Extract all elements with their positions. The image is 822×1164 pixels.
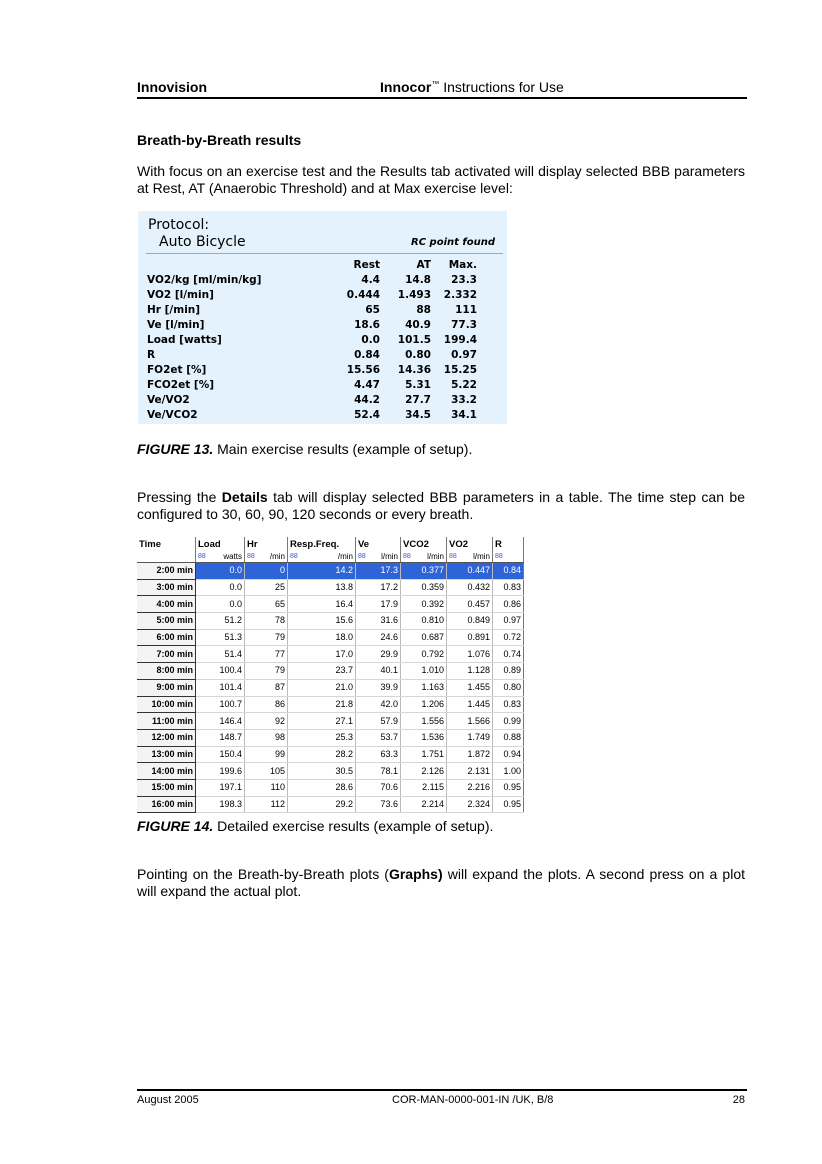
value-cell: 1.536	[401, 729, 447, 746]
value-cell: 197.1	[196, 779, 245, 796]
value-cell: 1.163	[401, 679, 447, 696]
value-cell: 86	[245, 696, 288, 713]
value-cell: 1.445	[447, 696, 493, 713]
value-cell: 1.751	[401, 746, 447, 763]
unit-label: /min	[337, 552, 353, 561]
value-cell: 0.0	[196, 596, 245, 613]
column-header[interactable]: Hr	[245, 537, 288, 552]
value-cell: 0.94	[493, 746, 524, 763]
value-cell: 0.84	[493, 563, 524, 580]
value-cell: 0.359	[401, 579, 447, 596]
column-header[interactable]: Time	[139, 539, 162, 550]
value-cell: 92	[245, 713, 288, 730]
results-row	[147, 303, 477, 318]
value-cell: 199.6	[196, 763, 245, 780]
parameter-value: 77.3	[451, 319, 477, 331]
figure13-text: Main exercise results (example of setup).	[213, 441, 473, 457]
sort-marker-icon[interactable]: 88	[403, 553, 411, 560]
results-header-row	[147, 258, 477, 273]
table-row[interactable]	[137, 579, 524, 596]
details-units-row	[137, 552, 524, 563]
value-cell: 0.377	[401, 563, 447, 580]
parameter-value: 4.47	[354, 379, 380, 391]
time-cell[interactable]: 8:00 min	[137, 663, 196, 680]
value-cell: 148.7	[196, 729, 245, 746]
parameter-value: 199.4	[443, 334, 477, 346]
value-cell: 98	[245, 729, 288, 746]
value-cell: 146.4	[196, 713, 245, 730]
graphs-paragraph	[137, 866, 745, 900]
column-header[interactable]: R	[493, 537, 524, 552]
value-cell: 0.0	[196, 563, 245, 580]
value-cell: 1.455	[447, 679, 493, 696]
parameter-value: 23.3	[451, 274, 477, 286]
parameter-value: 14.36	[397, 364, 431, 376]
intro-paragraph: With focus on an exercise test and the Results tab activated will display selected BBB parameters at Rest, AT (Anaerobic Threshold) and at Max exercise level:	[137, 163, 745, 196]
figure14-caption	[137, 818, 493, 834]
value-cell: 16.4	[288, 596, 356, 613]
value-cell: 18.0	[288, 629, 356, 646]
value-cell: 1.010	[401, 663, 447, 680]
table-row[interactable]	[137, 779, 524, 796]
results-row	[147, 333, 477, 348]
unit-label: l/min	[473, 552, 490, 561]
value-cell: 31.6	[356, 613, 401, 630]
value-cell: 2.115	[401, 779, 447, 796]
table-row[interactable]	[137, 796, 524, 813]
parameter-label: Ve/VCO2	[147, 409, 198, 421]
column-header[interactable]: Ve	[356, 537, 401, 552]
value-cell: 27.1	[288, 713, 356, 730]
footer-doc-id: COR-MAN-0000-001-IN /UK, B/8	[392, 1094, 554, 1106]
parameter-value: 0.80	[405, 349, 431, 361]
header-brand: Innocor	[380, 79, 432, 95]
sort-marker-icon[interactable]: 88	[198, 553, 206, 560]
value-cell: 1.076	[447, 646, 493, 663]
details-text-2: tab will display selected BBB parameters in a table. The time step can be configured to 30, 60, 90, 120 seconds or every breath.	[137, 489, 745, 522]
time-cell[interactable]: 4:00 min	[137, 596, 196, 613]
details-header-row	[137, 537, 524, 552]
parameter-value: 0.97	[451, 349, 477, 361]
table-row[interactable]	[137, 613, 524, 630]
column-unit	[137, 552, 196, 563]
value-cell: 0.83	[493, 696, 524, 713]
parameter-value: 88	[416, 304, 431, 316]
value-cell: 17.0	[288, 646, 356, 663]
unit-label: /min	[269, 552, 285, 561]
protocol-label: Protocol:	[148, 217, 210, 233]
time-cell[interactable]: 16:00 min	[137, 796, 196, 813]
protocol-value: Auto Bicycle	[159, 234, 246, 250]
time-cell[interactable]: 9:00 min	[137, 679, 196, 696]
parameter-value: 52.4	[354, 409, 380, 421]
value-cell: 63.3	[356, 746, 401, 763]
value-cell: 0.88	[493, 729, 524, 746]
sort-marker-icon[interactable]: 88	[449, 553, 457, 560]
unit-label: watts	[223, 552, 242, 561]
value-cell: 0.99	[493, 713, 524, 730]
value-cell: 70.6	[356, 779, 401, 796]
value-cell: 2.214	[401, 796, 447, 813]
column-unit	[401, 552, 447, 563]
value-cell: 0.849	[447, 613, 493, 630]
value-cell: 17.2	[356, 579, 401, 596]
parameter-value: 1.493	[397, 289, 431, 301]
results-row	[147, 318, 477, 333]
page-number: 28	[732, 1094, 745, 1106]
parameter-value: 18.6	[354, 319, 380, 331]
value-cell: 150.4	[196, 746, 245, 763]
value-cell: 78.1	[356, 763, 401, 780]
parameter-value: 33.2	[451, 394, 477, 406]
results-row	[147, 408, 477, 423]
value-cell: 1.128	[447, 663, 493, 680]
table-row[interactable]	[137, 713, 524, 730]
graphs-text-1: Pointing on the Breath-by-Breath plots (	[137, 866, 389, 882]
parameter-value: 44.2	[354, 394, 380, 406]
column-header[interactable]: VO2	[447, 537, 493, 552]
page-footer	[137, 1089, 747, 1106]
table-row[interactable]	[137, 663, 524, 680]
parameter-label: Ve/VO2	[147, 394, 190, 406]
parameter-value: 0.84	[354, 349, 380, 361]
figure14-label: FIGURE 14.	[137, 818, 214, 834]
column-rest: Rest	[353, 259, 380, 271]
value-cell: 25	[245, 579, 288, 596]
parameter-label: VO2/kg [ml/min/kg]	[147, 274, 262, 286]
value-cell: 77	[245, 646, 288, 663]
value-cell: 21.8	[288, 696, 356, 713]
unit-label: l/min	[427, 552, 444, 561]
parameter-value: 2.332	[443, 289, 477, 301]
value-cell: 78	[245, 613, 288, 630]
value-cell: 29.2	[288, 796, 356, 813]
value-cell: 2.126	[401, 763, 447, 780]
parameter-value: 15.25	[443, 364, 477, 376]
table-row[interactable]	[137, 763, 524, 780]
time-cell[interactable]: 13:00 min	[137, 746, 196, 763]
table-row[interactable]	[137, 696, 524, 713]
parameter-label: R	[147, 349, 156, 361]
column-unit	[447, 552, 493, 563]
results-panel	[138, 211, 507, 424]
value-cell: 1.556	[401, 713, 447, 730]
value-cell: 51.4	[196, 646, 245, 663]
time-cell[interactable]: 15:00 min	[137, 779, 196, 796]
parameter-value: 27.7	[405, 394, 431, 406]
column-header[interactable]: VCO2	[401, 537, 447, 552]
parameter-label: FCO2et [%]	[147, 379, 215, 391]
value-cell: 0.392	[401, 596, 447, 613]
column-unit	[245, 552, 288, 563]
value-cell: 0.80	[493, 679, 524, 696]
value-cell: 65	[245, 596, 288, 613]
column-unit	[356, 552, 401, 563]
results-row	[147, 348, 477, 363]
table-row[interactable]	[137, 746, 524, 763]
figure13-label: FIGURE 13.	[137, 441, 214, 457]
value-cell: 30.5	[288, 763, 356, 780]
table-row[interactable]	[137, 563, 524, 580]
parameter-label: Ve [l/min]	[147, 319, 205, 331]
header-title-rest: Instructions for Use	[439, 79, 564, 95]
value-cell: 110	[245, 779, 288, 796]
parameter-label: Load [watts]	[147, 334, 222, 346]
value-cell: 15.6	[288, 613, 356, 630]
value-cell: 79	[245, 663, 288, 680]
details-body	[137, 563, 524, 813]
results-row	[147, 273, 477, 288]
value-cell: 1.872	[447, 746, 493, 763]
section-title: Breath-by-Breath results	[137, 132, 302, 148]
value-cell: 24.6	[356, 629, 401, 646]
unit-label: l/min	[381, 552, 398, 561]
value-cell: 42.0	[356, 696, 401, 713]
parameter-value: 111	[455, 304, 477, 316]
column-header[interactable]: Load	[196, 537, 245, 552]
value-cell: 0.95	[493, 779, 524, 796]
column-unit	[493, 552, 524, 563]
figure14-text: Detailed exercise results (example of setup).	[213, 818, 494, 834]
value-cell: 1.00	[493, 763, 524, 780]
graphs-text-2: will expand the plots. A second press on a plot will expand the actual plot.	[137, 866, 745, 899]
table-row[interactable]	[137, 629, 524, 646]
time-cell[interactable]: 7:00 min	[137, 646, 196, 663]
parameter-label: Hr [/min]	[147, 304, 201, 316]
panel-divider	[146, 253, 503, 254]
value-cell: 2.131	[447, 763, 493, 780]
value-cell: 101.4	[196, 679, 245, 696]
value-cell: 0.447	[447, 563, 493, 580]
results-row	[147, 378, 477, 393]
parameter-label: FO2et [%]	[147, 364, 207, 376]
details-tab-name: Details	[221, 489, 268, 505]
value-cell: 0.74	[493, 646, 524, 663]
value-cell: 57.9	[356, 713, 401, 730]
value-cell: 29.9	[356, 646, 401, 663]
parameter-value: 65	[365, 304, 380, 316]
value-cell: 0.792	[401, 646, 447, 663]
parameter-value: 15.56	[346, 364, 380, 376]
value-cell: 0.432	[447, 579, 493, 596]
value-cell: 73.6	[356, 796, 401, 813]
parameter-value: 34.5	[405, 409, 431, 421]
column-header[interactable]: Resp.Freq.	[288, 537, 356, 552]
value-cell: 1.749	[447, 729, 493, 746]
parameter-value: 5.22	[451, 379, 477, 391]
value-cell: 39.9	[356, 679, 401, 696]
results-row	[147, 393, 477, 408]
time-cell[interactable]: 3:00 min	[137, 579, 196, 596]
value-cell: 0.95	[493, 796, 524, 813]
time-cell[interactable]: 5:00 min	[137, 613, 196, 630]
parameter-value: 101.5	[397, 334, 431, 346]
value-cell: 100.4	[196, 663, 245, 680]
value-cell: 21.0	[288, 679, 356, 696]
value-cell: 28.2	[288, 746, 356, 763]
value-cell: 28.6	[288, 779, 356, 796]
column-unit	[196, 552, 245, 563]
time-cell[interactable]: 11:00 min	[137, 713, 196, 730]
table-row[interactable]	[137, 729, 524, 746]
table-row[interactable]	[137, 646, 524, 663]
value-cell: 0.891	[447, 629, 493, 646]
parameter-label: VO2 [l/min]	[147, 289, 214, 301]
parameter-value: 4.4	[361, 274, 380, 286]
value-cell: 100.7	[196, 696, 245, 713]
sort-marker-icon[interactable]: 88	[358, 553, 366, 560]
trademark-mark: ™	[431, 79, 440, 89]
parameter-value: 5.31	[405, 379, 431, 391]
value-cell: 13.8	[288, 579, 356, 596]
value-cell: 87	[245, 679, 288, 696]
parameter-value: 0.444	[346, 289, 380, 301]
value-cell: 40.1	[356, 663, 401, 680]
value-cell: 2.324	[447, 796, 493, 813]
parameter-value: 0.0	[361, 334, 380, 346]
time-cell[interactable]: 10:00 min	[137, 696, 196, 713]
header-company: Innovision	[137, 79, 207, 95]
figure13-caption	[137, 441, 472, 457]
graphs-tab-name: Graphs)	[388, 866, 443, 882]
value-cell: 99	[245, 746, 288, 763]
results-table	[147, 258, 477, 423]
value-cell: 79	[245, 629, 288, 646]
details-table	[137, 537, 524, 813]
sort-marker-icon[interactable]: 88	[495, 553, 503, 560]
sort-marker-icon[interactable]: 88	[290, 553, 298, 560]
time-cell[interactable]: 2:00 min	[137, 563, 196, 580]
value-cell: 51.3	[196, 629, 245, 646]
time-cell[interactable]: 6:00 min	[137, 629, 196, 646]
footer-date: August 2005	[137, 1094, 199, 1106]
parameter-value: 40.9	[405, 319, 431, 331]
page-header	[137, 79, 747, 99]
value-cell: 14.2	[288, 563, 356, 580]
sort-marker-icon[interactable]: 88	[247, 553, 255, 560]
table-row[interactable]	[137, 679, 524, 696]
value-cell: 0.72	[493, 629, 524, 646]
rc-point-note: RC point found	[411, 237, 495, 248]
value-cell: 1.566	[447, 713, 493, 730]
value-cell: 1.206	[401, 696, 447, 713]
details-paragraph	[137, 489, 745, 523]
results-body	[147, 273, 477, 423]
value-cell: 105	[245, 763, 288, 780]
value-cell: 0.457	[447, 596, 493, 613]
time-cell[interactable]: 14:00 min	[137, 763, 196, 780]
table-row[interactable]	[137, 596, 524, 613]
value-cell: 17.9	[356, 596, 401, 613]
value-cell: 0.687	[401, 629, 447, 646]
value-cell: 23.7	[288, 663, 356, 680]
results-row	[147, 288, 477, 303]
value-cell: 0.83	[493, 579, 524, 596]
value-cell: 112	[245, 796, 288, 813]
header-title	[380, 79, 564, 95]
column-max: Max.	[448, 259, 477, 271]
parameter-value: 14.8	[405, 274, 431, 286]
value-cell: 2.216	[447, 779, 493, 796]
column-unit	[288, 552, 356, 563]
value-cell: 25.3	[288, 729, 356, 746]
value-cell: 0.810	[401, 613, 447, 630]
value-cell: 0.86	[493, 596, 524, 613]
parameter-value: 34.1	[451, 409, 477, 421]
column-at: AT	[416, 259, 431, 271]
value-cell: 0.89	[493, 663, 524, 680]
value-cell: 0.0	[196, 579, 245, 596]
value-cell: 51.2	[196, 613, 245, 630]
value-cell: 53.7	[356, 729, 401, 746]
value-cell: 198.3	[196, 796, 245, 813]
results-row	[147, 363, 477, 378]
details-text-1: Pressing the	[137, 489, 222, 505]
value-cell: 0	[245, 563, 288, 580]
time-cell[interactable]: 12:00 min	[137, 729, 196, 746]
value-cell: 0.97	[493, 613, 524, 630]
value-cell: 17.3	[356, 563, 401, 580]
